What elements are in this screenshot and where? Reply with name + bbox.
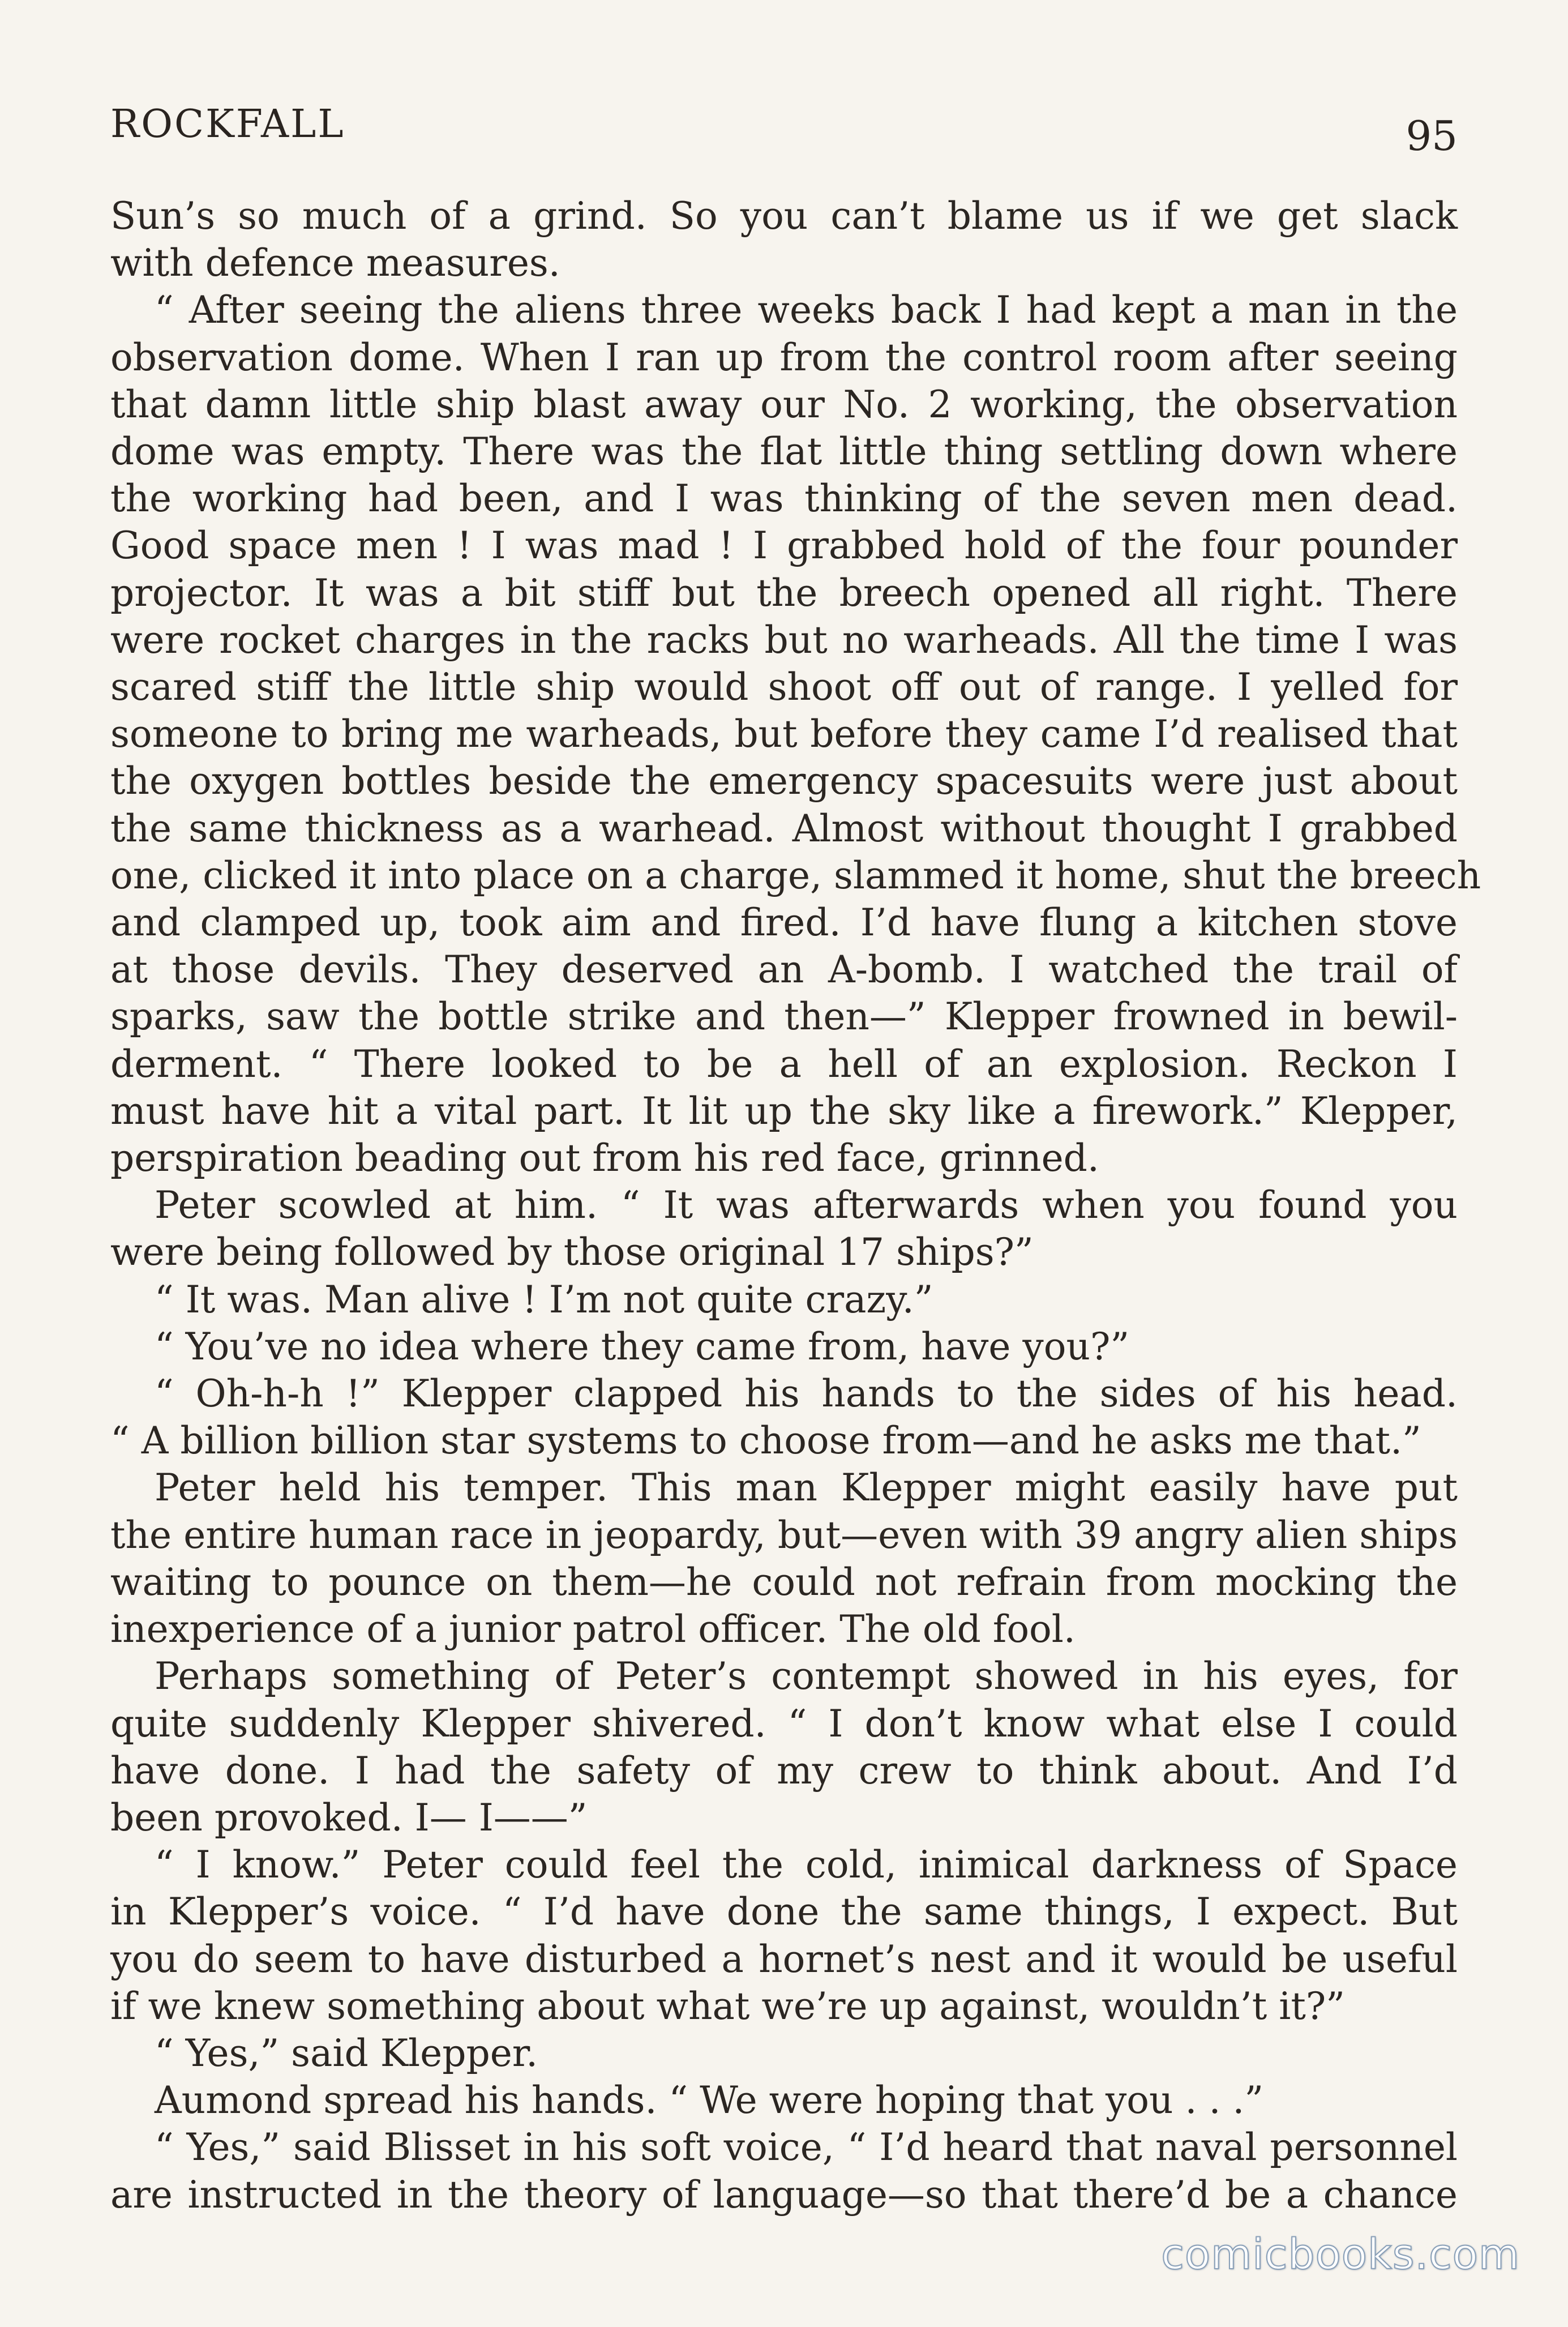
text-line: “ Yes,” said Blisset in his soft voice, “ I’d heard that naval personnel <box>155 2125 1458 2170</box>
text-line: the same thickness as a warhead. Almost without thought I grabbed <box>110 806 1458 850</box>
text-line: Good space men ! I was mad ! I grabbed hold of the four pounder <box>110 524 1458 568</box>
text-line: in Klepper’s voice. “ I’d have done the same things, I expect. But <box>110 1890 1458 1934</box>
running-head <box>110 96 1458 164</box>
text-line: Perhaps something of Peter’s contempt showed in his eyes, for <box>155 1654 1458 1699</box>
text-line: projector. It was a bit stiff but the breech opened all right. There <box>110 571 1458 615</box>
text-line: Peter scowled at him. “ It was afterwards when you found you <box>155 1183 1458 1227</box>
text-line: one, clicked it into place on a charge, slammed it home, shut the breech <box>110 853 1481 897</box>
text-line: are instructed in the theory of language—so that there’d be a chance <box>110 2172 1458 2217</box>
text-line: and clamped up, took aim and fired. I’d have flung a kitchen stove <box>110 901 1458 945</box>
text-line: sparks, saw the bottle strike and then—” Klepper frowned in bewil- <box>110 995 1458 1039</box>
text-line: dome was empty. There was the flat little thing settling down where <box>110 430 1458 474</box>
text-line: someone to bring me warheads, but before they came I’d realised that <box>110 712 1458 756</box>
text-line: scared stiff the little ship would shoot off out of range. I yelled for <box>110 665 1458 709</box>
text-line: “ Oh-h-h !” Klepper clapped his hands to the sides of his head. <box>155 1372 1458 1416</box>
body-text <box>110 193 1481 2218</box>
text-line: the oxygen bottles beside the emergency spacesuits were just about <box>110 759 1458 803</box>
text-line: that damn little ship blast away our No. 2 working, the observation <box>110 382 1458 426</box>
text-line: quite suddenly Klepper shivered. “ I don’t know what else I could <box>110 1701 1458 1746</box>
text-line: were rocket charges in the racks but no warheads. All the time I was <box>110 618 1458 662</box>
text-line: inexperience of a junior patrol officer. The old fool. <box>110 1607 1076 1652</box>
text-line: the working had been, and I was thinking of the seven men dead. <box>110 477 1458 521</box>
text-line: “ I know.” Peter could feel the cold, inimical darkness of Space <box>155 1843 1458 1887</box>
text-line: Sun’s so much of a grind. So you can’t blame us if we get slack <box>110 194 1458 238</box>
watermark-logo: comicbooks.com <box>1161 2230 1520 2279</box>
text-line: perspiration beading out from his red face, grinned. <box>110 1136 1099 1180</box>
text-line: you do seem to have disturbed a hornet’s nest and it would be useful <box>110 1937 1458 1981</box>
book-page <box>110 96 1481 2248</box>
text-line: “ After seeing the aliens three weeks back I had kept a man in the <box>155 288 1458 332</box>
text-line: have done. I had the safety of my crew to think about. And I’d <box>110 1748 1458 1793</box>
text-line: “ A billion billion star systems to choose from—and he asks me that.” <box>110 1419 1421 1463</box>
text-line: Peter held his temper. This man Klepper might easily have put <box>155 1466 1458 1510</box>
text-line: with defence measures. <box>110 241 560 285</box>
chapter-title: ROCKFALL <box>110 102 345 147</box>
text-line: waiting to pounce on them—he could not refrain from mocking the <box>110 1560 1458 1604</box>
text-line: the entire human race in jeopardy, but—even with 39 angry alien ships <box>110 1513 1458 1557</box>
text-line: were being followed by those original 17 ships?” <box>110 1230 1034 1274</box>
page-number: 95 <box>1406 112 1458 160</box>
text-line: been provoked. I— I——” <box>110 1795 588 1840</box>
text-line: “ Yes,” said Klepper. <box>155 2031 538 2075</box>
text-line: at those devils. They deserved an A-bomb. I watched the trail of <box>110 948 1458 992</box>
text-line: observation dome. When I ran up from the control room after seeing <box>110 335 1458 379</box>
text-line: “ You’ve no idea where they came from, have you?” <box>155 1324 1130 1368</box>
text-line: “ It was. Man alive ! I’m not quite crazy.” <box>155 1277 933 1321</box>
text-line: derment. “ There looked to be a hell of an explosion. Reckon I <box>110 1042 1458 1086</box>
text-line: must have hit a vital part. It lit up the sky like a firework.” Klepper, <box>110 1089 1458 1133</box>
text-line: if we knew something about what we’re up against, wouldn’t it?” <box>110 1984 1345 2028</box>
text-line: Aumond spread his hands. “ We were hoping that you . . .” <box>155 2078 1264 2123</box>
